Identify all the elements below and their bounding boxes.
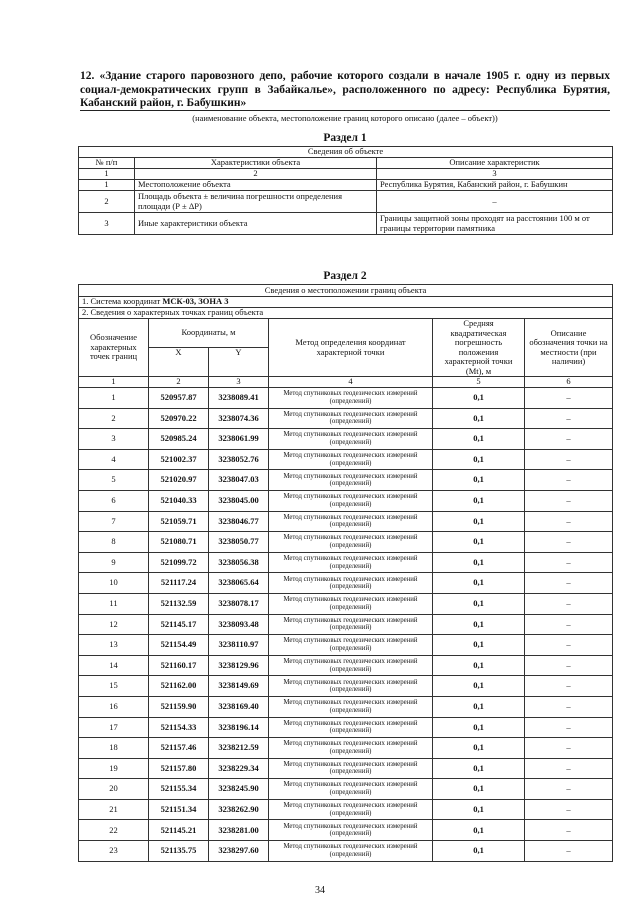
method-cell: Метод спутниковых геодезических измерений (определений): [269, 449, 433, 470]
coordinate-system-label: 1. Система координат: [82, 296, 163, 307]
point-description: –: [525, 490, 613, 511]
point-number: 3: [79, 429, 149, 450]
table-row: [79, 841, 613, 862]
coord-x: 520970.22: [149, 408, 209, 429]
coord-x: 521080.71: [149, 532, 209, 553]
coord-y: 3238078.17: [209, 593, 269, 614]
table-row: [79, 655, 613, 676]
table-row: [79, 593, 613, 614]
accuracy-cell: 0,1: [433, 552, 525, 573]
colnum-6: 6: [525, 377, 613, 388]
point-description: –: [525, 593, 613, 614]
section1-table: [78, 146, 613, 235]
point-description: –: [525, 655, 613, 676]
point-number: 11: [79, 593, 149, 614]
point-description: –: [525, 696, 613, 717]
colnum-3: 3: [209, 377, 269, 388]
table-row: [79, 696, 613, 717]
coord-y: 3238212.59: [209, 738, 269, 759]
heading-caption: (наименование объекта, местоположение границ которого описано (далее – объект)): [192, 113, 498, 123]
section2-subtitle: Сведения о местоположении границ объекта: [79, 285, 613, 297]
coord-y: 3238110.97: [209, 635, 269, 656]
coord-y: 3238196.14: [209, 717, 269, 738]
point-description: –: [525, 758, 613, 779]
coordinate-system: [79, 297, 613, 308]
method-cell: Метод спутниковых геодезических измерений (определений): [269, 758, 433, 779]
accuracy-cell: 0,1: [433, 758, 525, 779]
coordinate-system-name: МСК-03, ЗОНА 3: [162, 296, 229, 307]
method-cell: Метод спутниковых геодезических измерений (определений): [269, 799, 433, 820]
coord-x: 521145.21: [149, 820, 209, 841]
colnum-2: 2: [149, 377, 209, 388]
accuracy-cell: 0,1: [433, 511, 525, 532]
point-number: 12: [79, 614, 149, 635]
point-description: –: [525, 511, 613, 532]
method-cell: Метод спутниковых геодезических измерений (определений): [269, 841, 433, 862]
coord-x: 521162.00: [149, 676, 209, 697]
coord-y: 3238045.00: [209, 490, 269, 511]
header-description: Описание характеристик: [377, 158, 613, 169]
coord-x: 521157.80: [149, 758, 209, 779]
coord-x: 521132.59: [149, 593, 209, 614]
header-characteristics: Характеристики объекта: [135, 158, 377, 169]
coord-y: 3238149.69: [209, 676, 269, 697]
row-characteristic: Площадь объекта ± величина погрешности определения площади (Р ± ΔР): [135, 191, 377, 213]
table-row: [79, 635, 613, 656]
point-number: 13: [79, 635, 149, 656]
coord-y: 3238065.64: [209, 573, 269, 594]
coord-x: 520957.87: [149, 388, 209, 409]
table-row: [79, 552, 613, 573]
coord-x: 521040.33: [149, 490, 209, 511]
accuracy-cell: 0,1: [433, 799, 525, 820]
coord-y: 3238061.99: [209, 429, 269, 450]
method-cell: Метод спутниковых геодезических измерений (определений): [269, 573, 433, 594]
coord-y: 3238245.90: [209, 779, 269, 800]
method-cell: Метод спутниковых геодезических измерений (определений): [269, 655, 433, 676]
row-description: –: [377, 191, 613, 213]
header-point-description: Описание обозначения точки на местности (при наличии): [525, 319, 613, 377]
point-description: –: [525, 429, 613, 450]
coord-y: 3238129.96: [209, 655, 269, 676]
point-description: –: [525, 573, 613, 594]
colnum-1: 1: [79, 377, 149, 388]
table-row: [79, 490, 613, 511]
point-number: 9: [79, 552, 149, 573]
colnum-2: 2: [135, 169, 377, 180]
header-coordinates: Координаты, м: [149, 319, 269, 348]
table-row: [79, 408, 613, 429]
accuracy-cell: 0,1: [433, 614, 525, 635]
point-description: –: [525, 470, 613, 491]
header-point: Обозначение характерных точек границ: [79, 319, 149, 377]
method-cell: Метод спутниковых геодезических измерений (определений): [269, 388, 433, 409]
coord-y: 3238093.48: [209, 614, 269, 635]
point-number: 19: [79, 758, 149, 779]
point-number: 4: [79, 449, 149, 470]
point-description: –: [525, 738, 613, 759]
point-description: –: [525, 552, 613, 573]
point-number: 5: [79, 470, 149, 491]
coord-x: 521151.34: [149, 799, 209, 820]
row-number: 3: [79, 213, 135, 235]
coord-x: 521002.37: [149, 449, 209, 470]
method-cell: Метод спутниковых геодезических измерений (определений): [269, 593, 433, 614]
coord-y: 3238047.03: [209, 470, 269, 491]
section2-title: Раздел 2: [323, 270, 367, 282]
coord-y: 3238056.38: [209, 552, 269, 573]
table-row: [79, 532, 613, 553]
point-number: 18: [79, 738, 149, 759]
point-number: 21: [79, 799, 149, 820]
table-row: [79, 449, 613, 470]
point-description: –: [525, 717, 613, 738]
point-number: 10: [79, 573, 149, 594]
table-row: [79, 799, 613, 820]
coord-x: 521135.75: [149, 841, 209, 862]
point-number: 20: [79, 779, 149, 800]
coord-x: 521159.90: [149, 696, 209, 717]
method-cell: Метод спутниковых геодезических измерений (определений): [269, 490, 433, 511]
accuracy-cell: 0,1: [433, 573, 525, 594]
table-row: [79, 614, 613, 635]
accuracy-cell: 0,1: [433, 429, 525, 450]
point-number: 16: [79, 696, 149, 717]
document-heading: 12. «Здание старого паровозного депо, рабочие которого создали в начале 1905 г. одну из первых социал-демократических групп в Забайкалье», расположенного по адресу: Республика Бурятия, Кабанский район, г. Бабушкин»: [80, 70, 610, 109]
point-description: –: [525, 841, 613, 862]
accuracy-cell: 0,1: [433, 717, 525, 738]
point-description: –: [525, 388, 613, 409]
method-cell: Метод спутниковых геодезических измерений (определений): [269, 408, 433, 429]
point-number: 15: [79, 676, 149, 697]
point-description: –: [525, 779, 613, 800]
point-description: –: [525, 799, 613, 820]
point-number: 17: [79, 717, 149, 738]
header-number: № п/п: [79, 158, 135, 169]
coord-y: 3238169.40: [209, 696, 269, 717]
point-number: 23: [79, 841, 149, 862]
table-row: [79, 820, 613, 841]
point-number: 1: [79, 388, 149, 409]
colnum-1: 1: [79, 169, 135, 180]
method-cell: Метод спутниковых геодезических измерений (определений): [269, 429, 433, 450]
colnum-3: 3: [377, 169, 613, 180]
method-cell: Метод спутниковых геодезических измерений (определений): [269, 676, 433, 697]
coord-x: 520985.24: [149, 429, 209, 450]
row-characteristic: Иные характеристики объекта: [135, 213, 377, 235]
method-cell: Метод спутниковых геодезических измерений (определений): [269, 820, 433, 841]
coord-x: 521117.24: [149, 573, 209, 594]
method-cell: Метод спутниковых геодезических измерений (определений): [269, 511, 433, 532]
row-characteristic: Местоположение объекта: [135, 180, 377, 191]
accuracy-cell: 0,1: [433, 532, 525, 553]
point-number: 7: [79, 511, 149, 532]
accuracy-cell: 0,1: [433, 449, 525, 470]
point-description: –: [525, 635, 613, 656]
coord-x: 521157.46: [149, 738, 209, 759]
accuracy-cell: 0,1: [433, 490, 525, 511]
method-cell: Метод спутниковых геодезических измерений (определений): [269, 614, 433, 635]
method-cell: Метод спутниковых геодезических измерений (определений): [269, 779, 433, 800]
method-cell: Метод спутниковых геодезических измерений (определений): [269, 696, 433, 717]
section2-table: [78, 284, 613, 862]
coord-x: 521155.34: [149, 779, 209, 800]
colnum-5: 5: [433, 377, 525, 388]
table-row: [79, 758, 613, 779]
method-cell: Метод спутниковых геодезических измерений (определений): [269, 717, 433, 738]
coord-y: 3238297.60: [209, 841, 269, 862]
point-number: 2: [79, 408, 149, 429]
accuracy-cell: 0,1: [433, 408, 525, 429]
accuracy-cell: 0,1: [433, 841, 525, 862]
header-x: X: [149, 348, 209, 377]
row-number: 1: [79, 180, 135, 191]
accuracy-cell: 0,1: [433, 655, 525, 676]
accuracy-cell: 0,1: [433, 676, 525, 697]
heading-underline: [80, 110, 610, 111]
table-row: [79, 429, 613, 450]
coord-y: 3238052.76: [209, 449, 269, 470]
method-cell: Метод спутниковых геодезических измерений (определений): [269, 532, 433, 553]
method-cell: Метод спутниковых геодезических измерений (определений): [269, 470, 433, 491]
table-row: [79, 738, 613, 759]
row-description: Границы защитной зоны проходят на расстоянии 100 м от границы территории памятника: [377, 213, 613, 235]
table-row: [79, 388, 613, 409]
header-method: Метод определения координат характерной точки: [269, 319, 433, 377]
method-cell: Метод спутниковых геодезических измерений (определений): [269, 552, 433, 573]
coord-x: 521020.97: [149, 470, 209, 491]
point-description: –: [525, 532, 613, 553]
coord-x: 521145.17: [149, 614, 209, 635]
table-row: [79, 573, 613, 594]
coord-x: 521160.17: [149, 655, 209, 676]
coord-y: 3238229.34: [209, 758, 269, 779]
coord-y: 3238262.90: [209, 799, 269, 820]
point-number: 14: [79, 655, 149, 676]
table-row: [79, 717, 613, 738]
table-row: [79, 511, 613, 532]
method-cell: Метод спутниковых геодезических измерений (определений): [269, 738, 433, 759]
coord-x: 521099.72: [149, 552, 209, 573]
point-description: –: [525, 614, 613, 635]
coord-y: 3238074.36: [209, 408, 269, 429]
points-body: [79, 388, 613, 862]
point-number: 22: [79, 820, 149, 841]
coord-y: 3238046.77: [209, 511, 269, 532]
points-caption: 2. Сведения о характерных точках границ объекта: [79, 308, 613, 319]
accuracy-cell: 0,1: [433, 779, 525, 800]
page-number: 34: [315, 885, 325, 896]
accuracy-cell: 0,1: [433, 696, 525, 717]
point-description: –: [525, 408, 613, 429]
header-accuracy: Средняя квадратическая погрешность положения характерной точки (Мt), м: [433, 319, 525, 377]
accuracy-cell: 0,1: [433, 635, 525, 656]
point-description: –: [525, 676, 613, 697]
row-number: 2: [79, 191, 135, 213]
accuracy-cell: 0,1: [433, 738, 525, 759]
accuracy-cell: 0,1: [433, 593, 525, 614]
accuracy-cell: 0,1: [433, 820, 525, 841]
row-description: Республика Бурятия, Кабанский район, г. Бабушкин: [377, 180, 613, 191]
coord-x: 521154.49: [149, 635, 209, 656]
coord-y: 3238089.41: [209, 388, 269, 409]
accuracy-cell: 0,1: [433, 470, 525, 491]
point-number: 6: [79, 490, 149, 511]
coord-x: 521154.33: [149, 717, 209, 738]
coord-x: 521059.71: [149, 511, 209, 532]
point-description: –: [525, 820, 613, 841]
header-y: Y: [209, 348, 269, 377]
point-number: 8: [79, 532, 149, 553]
coord-y: 3238050.77: [209, 532, 269, 553]
table-row: [79, 676, 613, 697]
table-row: [79, 470, 613, 491]
accuracy-cell: 0,1: [433, 388, 525, 409]
section1-subtitle: Сведения об объекте: [79, 147, 613, 158]
section1-title: Раздел 1: [323, 132, 367, 144]
colnum-4: 4: [269, 377, 433, 388]
method-cell: Метод спутниковых геодезических измерений (определений): [269, 635, 433, 656]
coord-y: 3238281.00: [209, 820, 269, 841]
point-description: –: [525, 449, 613, 470]
table-row: [79, 779, 613, 800]
